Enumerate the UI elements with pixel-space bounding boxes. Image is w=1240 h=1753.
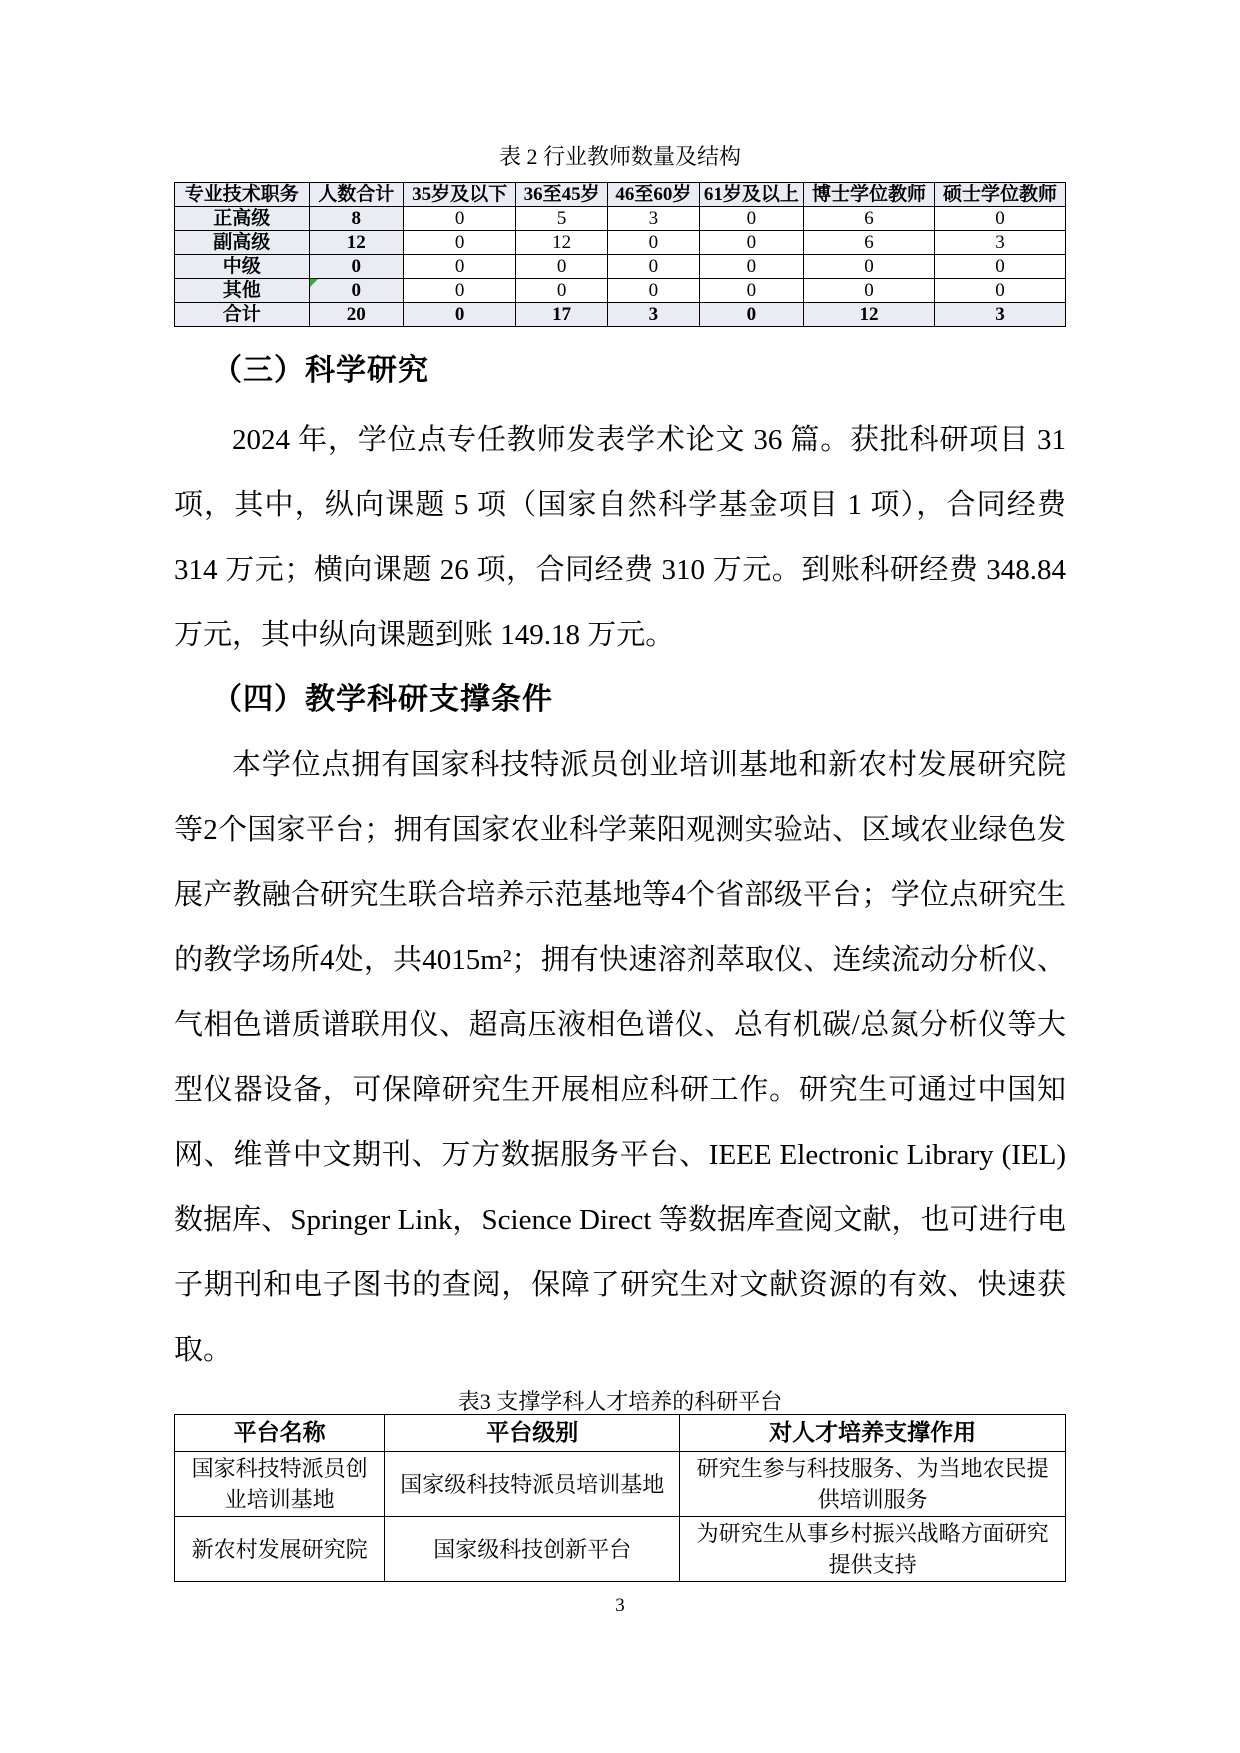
table3-platform-level: 国家级科技特派员培训基地	[385, 1452, 680, 1517]
table2-row-label: 正高级	[175, 207, 310, 231]
table2-cell: 0	[699, 279, 803, 303]
table2-cell: 17	[516, 303, 608, 327]
table3-platform-role: 研究生参与科技服务、为当地农民提供培训服务	[680, 1452, 1066, 1517]
table2-cell: 0	[934, 279, 1065, 303]
table2-cell	[309, 279, 403, 303]
table2-cell: 12	[804, 303, 935, 327]
table-row	[175, 255, 1066, 279]
table2-cell: 0	[804, 255, 935, 279]
table2-total-row	[175, 303, 1066, 327]
table-row	[175, 1452, 1066, 1517]
table2-industry-teachers	[174, 182, 1066, 327]
table2-header-cell: 硕士学位教师	[934, 183, 1065, 207]
table2-cell: 6	[804, 207, 935, 231]
table2-cell: 20	[309, 303, 403, 327]
table3-research-platforms	[174, 1414, 1066, 1582]
table2-header-cell: 46至60岁	[608, 183, 700, 207]
table2-row-label: 其他	[175, 279, 310, 303]
table2-caption: 表 2 行业教师数量及结构	[498, 144, 741, 169]
table2-cell: 0	[403, 279, 515, 303]
table2-cell: 0	[699, 231, 803, 255]
paragraph-support-conditions: 本学位点拥有国家科技特派员创业培训基地和新农村发展研究院等2个国家平台；拥有国家农业科学莱阳观测实验站、区域农业绿色发展产教融合研究生联合培养示范基地等4个省部级平台；学位点研究生的教学场所4处，共4015m²；拥有快速溶剂萃取仪、连续流动分析仪、气相色谱质谱联用仪、超高压液相色谱仪、总有机碳/总氮分析仪等大型仪器设备，可保障研究生开展相应科研工作。研究生可通过中国知网、维普中文期刊、万方数据服务平台、IEEE Electronic Library (IEL) 数据库、Springer Link，Science Direct 等数据库查阅文献，也可进行电子期刊和电子图书的查阅，保障了研究生对文献资源的有效、快速获取。	[174, 749, 1066, 1366]
table2-cell: 0	[403, 231, 515, 255]
table-row	[175, 207, 1066, 231]
section-heading-science-research: （三）科学研究	[212, 354, 429, 387]
table3-platform-level: 国家级科技创新平台	[385, 1517, 680, 1582]
table3-header-cell: 平台级别	[385, 1415, 680, 1452]
table2-cell: 0	[608, 255, 700, 279]
table2-cell: 8	[309, 207, 403, 231]
table2-cell: 0	[934, 255, 1065, 279]
table-row	[175, 1517, 1066, 1582]
table2-cell: 0	[403, 255, 515, 279]
table3-header-cell: 平台名称	[175, 1415, 385, 1452]
table2-header-cell: 36至45岁	[516, 183, 608, 207]
table2-row-label: 副高级	[175, 231, 310, 255]
table2-cell: 0	[699, 255, 803, 279]
table2-cell: 12	[516, 231, 608, 255]
table2-cell: 0	[516, 255, 608, 279]
table2-cell-value: 0	[351, 280, 361, 301]
table3-platform-name: 新农村发展研究院	[175, 1517, 385, 1582]
table3-platform-role: 为研究生从事乡村振兴战略方面研究提供支持	[680, 1517, 1066, 1582]
table2-cell: 3	[934, 231, 1065, 255]
section-heading-support-conditions: （四）教学科研支撑条件	[212, 683, 553, 716]
table2-row-label: 中级	[175, 255, 310, 279]
page-content	[174, 0, 1066, 1617]
table3-platform-name: 国家科技特派员创业培训基地	[175, 1452, 385, 1517]
table2-header-cell: 博士学位教师	[804, 183, 935, 207]
paragraph-science-research: 2024 年，学位点专任教师发表学术论文 36 篇。获批科研项目 31 项，其中，纵向课题 5 项（国家自然科学基金项目 1 项），合同经费 314 万元；横向课题 26 项，合同经费 310 万元。到账科研经费 348.84 万元，其中纵向课题到账 149.18 万元。	[174, 424, 1066, 651]
table2-cell: 0	[516, 279, 608, 303]
table3-header-row	[175, 1415, 1066, 1452]
table2-row-label: 合计	[175, 303, 310, 327]
table2-header-cell: 61岁及以上	[699, 183, 803, 207]
table2-cell: 6	[804, 231, 935, 255]
table2-cell: 3	[608, 303, 700, 327]
table2-cell: 3	[934, 303, 1065, 327]
table2-cell: 0	[309, 255, 403, 279]
page-number: 3	[615, 1595, 625, 1616]
table-row	[175, 231, 1066, 255]
table2-cell: 3	[608, 207, 700, 231]
table2-cell: 0	[608, 279, 700, 303]
table2-cell: 0	[804, 279, 935, 303]
table2-header-cell: 人数合计	[309, 183, 403, 207]
table2-cell: 5	[516, 207, 608, 231]
table2-cell: 12	[309, 231, 403, 255]
table2-cell: 0	[403, 303, 515, 327]
table2-header-cell: 35岁及以下	[403, 183, 515, 207]
table-row	[175, 279, 1066, 303]
table2-cell: 0	[934, 207, 1065, 231]
comment-marker-icon	[310, 279, 318, 287]
table2-cell: 0	[699, 303, 803, 327]
table3-header-cell: 对人才培养支撑作用	[680, 1415, 1066, 1452]
table2-cell: 0	[699, 207, 803, 231]
table2-header-cell: 专业技术职务	[175, 183, 310, 207]
table3-caption: 表3 支撑学科人才培养的科研平台	[457, 1389, 783, 1414]
table2-cell: 0	[403, 207, 515, 231]
table2-cell: 0	[608, 231, 700, 255]
table2-header-row	[175, 183, 1066, 207]
